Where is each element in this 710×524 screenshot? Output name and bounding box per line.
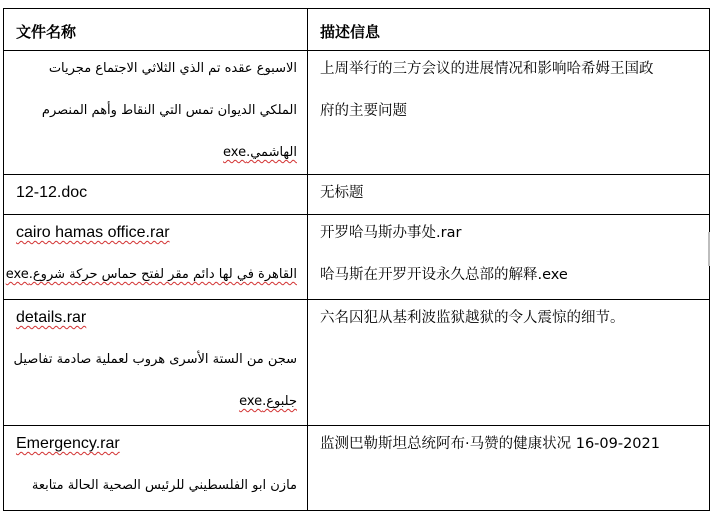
description-line: 无标题 bbox=[320, 185, 364, 201]
table-row bbox=[4, 215, 710, 300]
description-cell bbox=[308, 51, 710, 175]
file-name-line: جلبوع.exe bbox=[239, 394, 297, 409]
file-name-line: سجن من الستة الأسرى هروب لعملية صادمة تفاصيل bbox=[13, 352, 297, 367]
header-description: 描述信息 bbox=[308, 9, 710, 51]
file-name-line: القاهرة في لها دائم مقر لفتح حماس حركة شروع.exe bbox=[5, 267, 297, 282]
table-row bbox=[4, 426, 710, 511]
description-cell bbox=[308, 300, 710, 426]
file-name-cell bbox=[4, 51, 308, 175]
file-name-line: مازن ابو الفلسطيني للرئيس الصحية الحالة متابعة bbox=[31, 478, 297, 493]
file-name-cell bbox=[4, 426, 308, 511]
file-name-line: details.rar bbox=[16, 309, 87, 326]
description-line: 哈马斯在开罗开设永久总部的解释.exe bbox=[320, 267, 568, 283]
file-name-cell bbox=[4, 300, 308, 426]
description-line: 上周举行的三方会议的进展情况和影响哈希姆王国政 bbox=[320, 61, 654, 77]
file-name-line: cairo hamas office.rar bbox=[16, 224, 170, 241]
description-line: 开罗哈马斯办事处.rar bbox=[320, 225, 462, 241]
table-row bbox=[4, 175, 710, 215]
description-cell bbox=[308, 215, 710, 300]
table-header-row bbox=[4, 9, 710, 51]
file-name-cell bbox=[4, 175, 308, 215]
file-name-cell bbox=[4, 215, 308, 300]
description-line: 监测巴勒斯坦总统阿布·马赞的健康状况 16-09-2021 bbox=[320, 436, 660, 452]
description-line: 六名囚犯从基利波监狱越狱的令人震惊的细节。 bbox=[320, 310, 625, 326]
header-file-name: 文件名称 bbox=[4, 9, 308, 51]
file-name-line: 12-12.doc bbox=[16, 184, 88, 201]
description-cell bbox=[308, 175, 710, 215]
table-row bbox=[4, 300, 710, 426]
description-line: 府的主要问题 bbox=[320, 103, 407, 119]
file-name-line: الاسبوع عقده تم الذي الثلاثي الاجتماع مجريات bbox=[48, 61, 297, 76]
file-description-table bbox=[3, 8, 710, 511]
file-name-line: الملكي الديوان تمس التي النقاط وأهم المنصرم bbox=[41, 103, 297, 118]
file-name-line: الهاشمي.exe bbox=[223, 145, 297, 160]
file-name-line: Emergency.rar bbox=[16, 435, 120, 452]
table-row bbox=[4, 51, 710, 175]
description-cell bbox=[308, 426, 710, 511]
